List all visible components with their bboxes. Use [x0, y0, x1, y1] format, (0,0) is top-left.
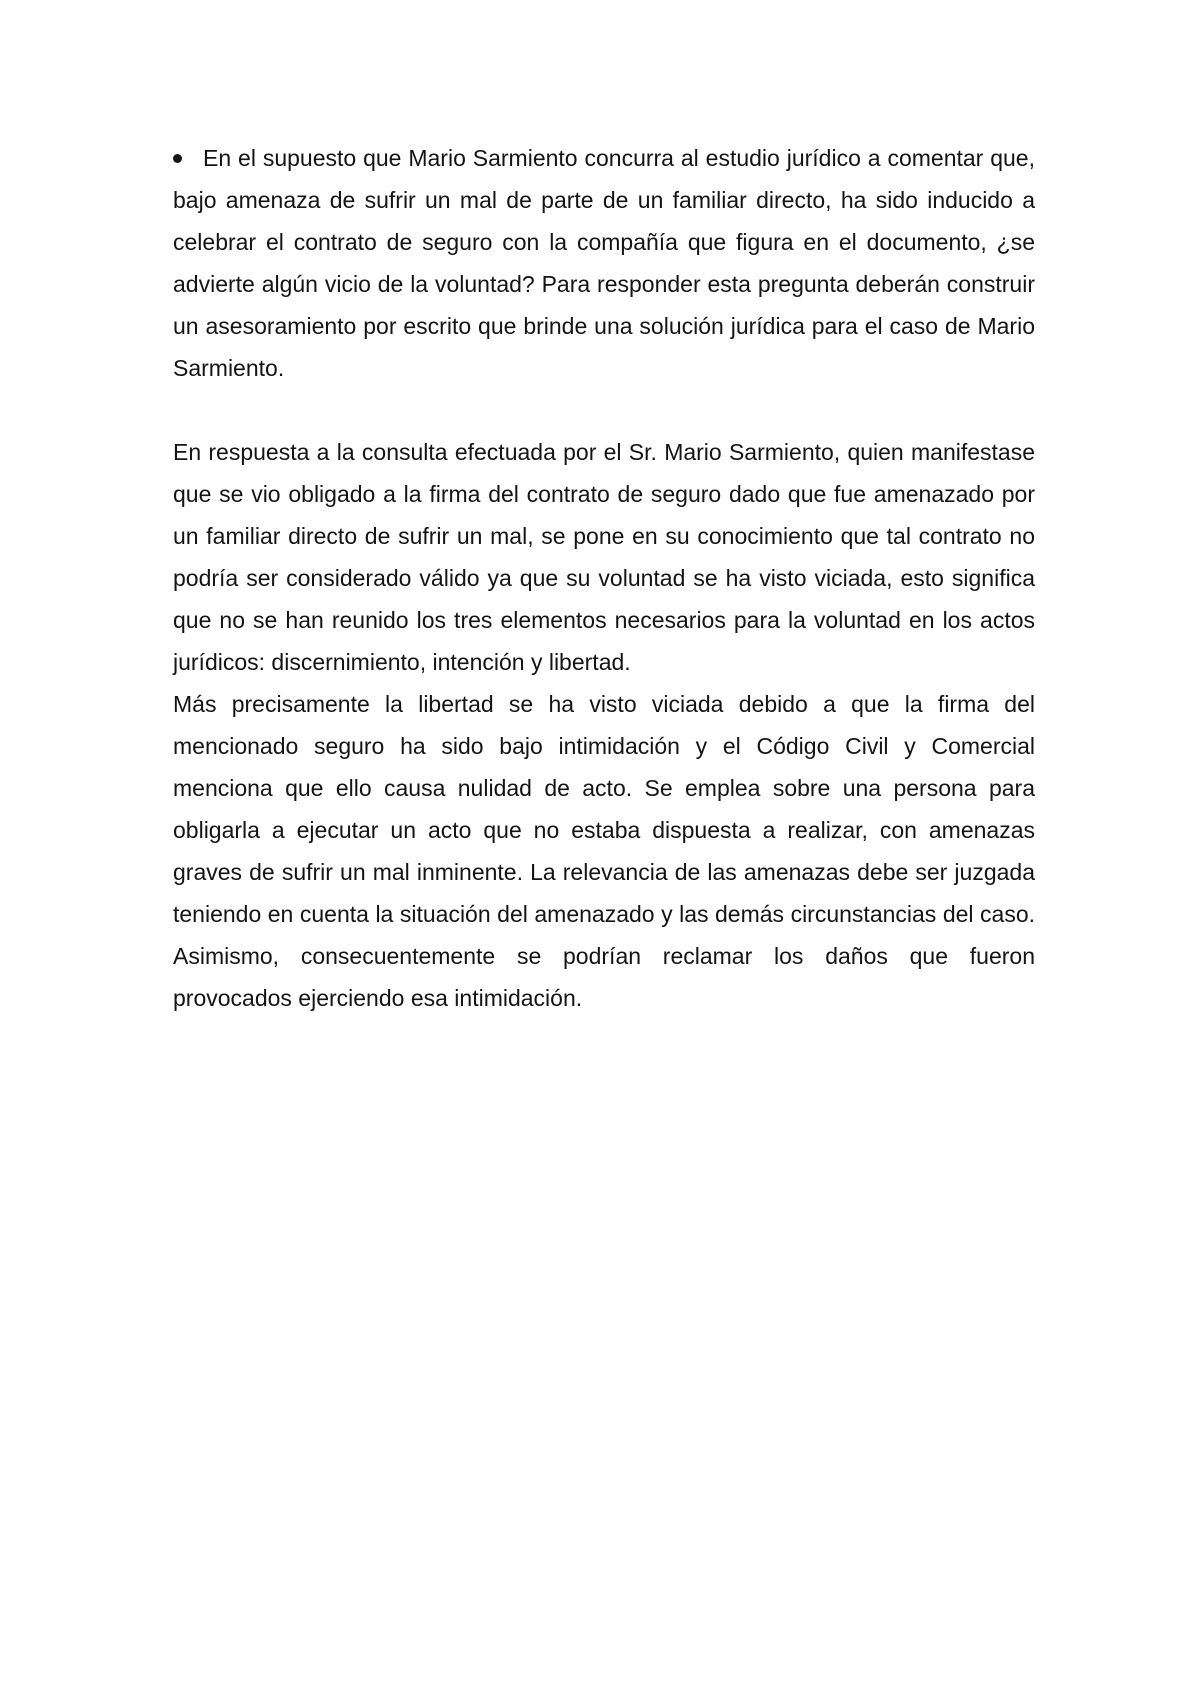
bullet-icon	[173, 154, 182, 163]
bullet-paragraph: En el supuesto que Mario Sarmiento concurra al estudio jurídico a comentar que, bajo amenaza de sufrir un mal de parte de un familiar directo, ha sido inducido a celebrar el contrato de seguro con la compañía que figura en el documento, ¿se advierte algún vicio de la voluntad? Para responder esta pregunta deberán construir un asesoramiento por escrito que brinde una solución jurídica para el caso de Mario Sarmiento.	[173, 145, 1035, 381]
document-body	[173, 137, 1035, 1019]
answer-paragraph-2: Más precisamente la libertad se ha visto viciada debido a que la firma del mencionado seguro ha sido bajo intimidación y el Código Civil y Comercial menciona que ello causa nulidad de acto. Se emplea sobre una persona para obligarla a ejecutar un acto que no estaba dispuesta a realizar, con amenazas graves de sufrir un mal inminente. La relevancia de las amenazas debe ser juzgada teniendo en cuenta la situación del amenazado y las demás circunstancias del caso. Asimismo, consecuentemente se podrían reclamar los daños que fueron provocados ejerciendo esa intimidación.	[173, 691, 1035, 1011]
bullet-list-item	[173, 137, 1035, 389]
paragraph-spacer	[173, 389, 1035, 431]
answer-paragraph-1: En respuesta a la consulta efectuada por el Sr. Mario Sarmiento, quien manifestase que se vio obligado a la firma del contrato de seguro dado que fue amenazado por un familiar directo de sufrir un mal, se pone en su conocimiento que tal contrato no podría ser considerado válido ya que su voluntad se ha visto viciada, esto significa que no se han reunido los tres elementos necesarios para la voluntad en los actos jurídicos: discernimiento, intención y libertad.	[173, 439, 1035, 675]
